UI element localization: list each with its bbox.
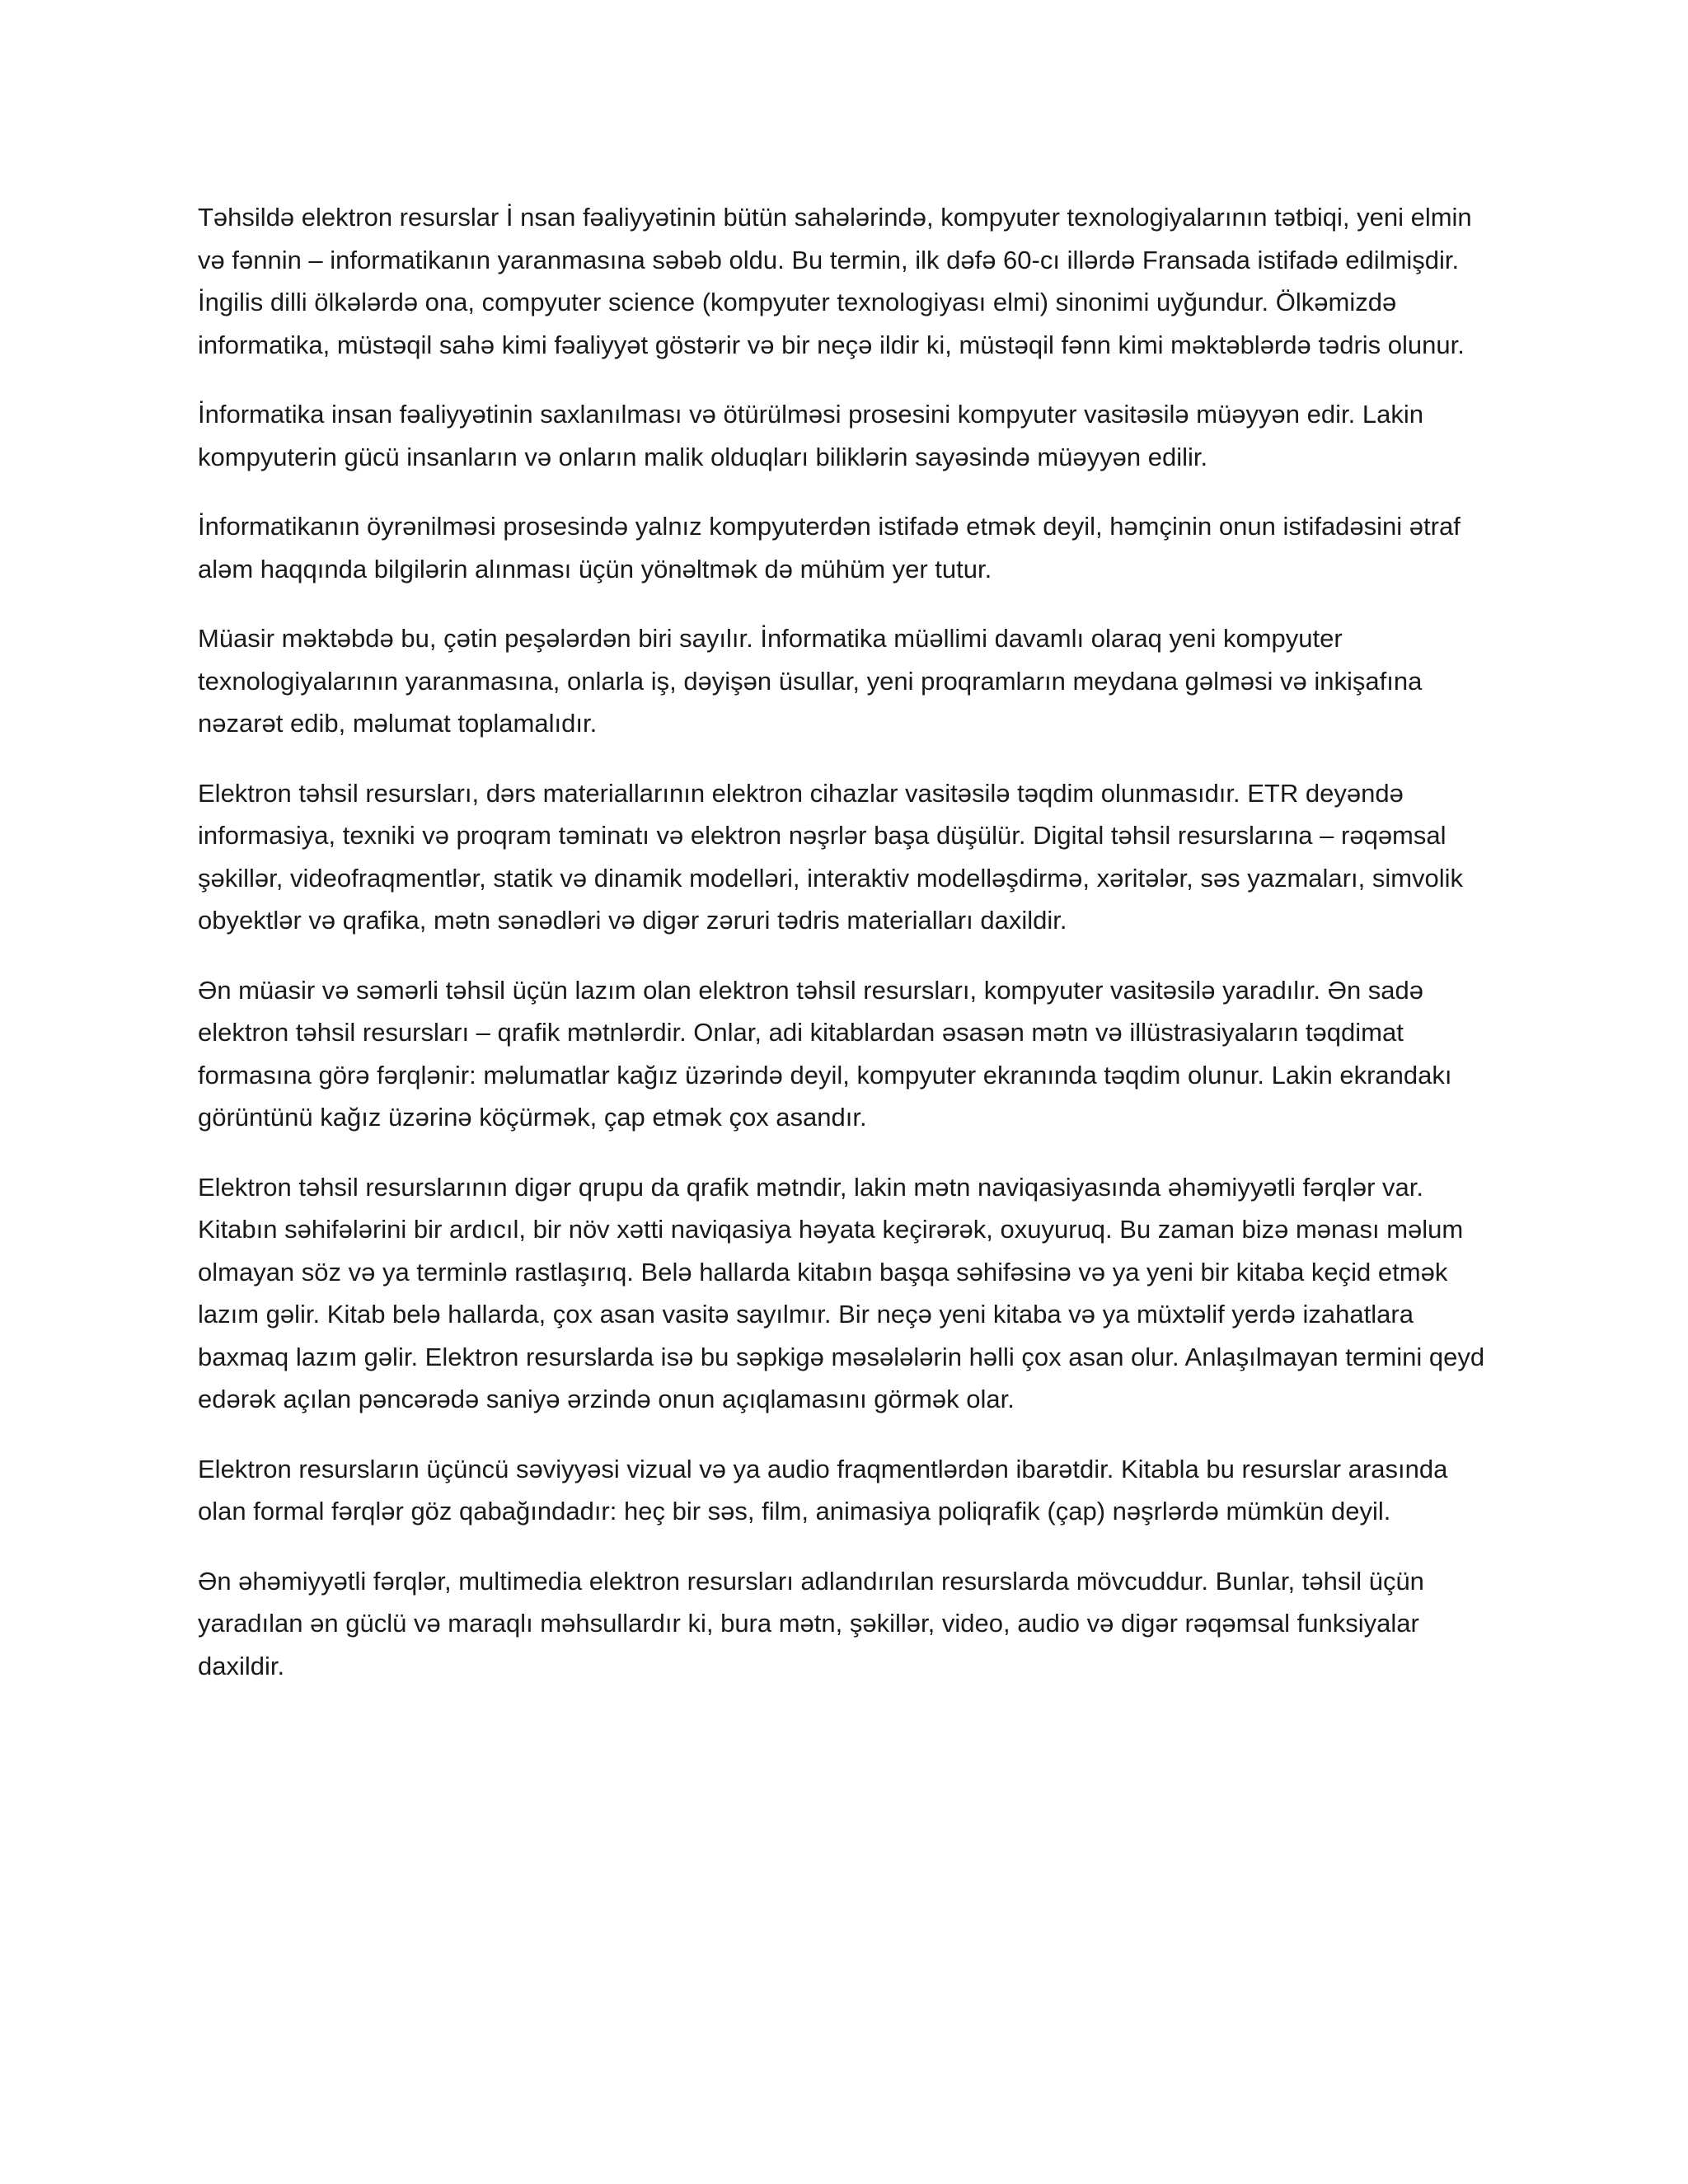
paragraph-2: İnformatika insan fəaliyyətinin saxlanılması və ötürülməsi prosesini kompyuter vasitəsilə müəyyən edir. Lakin kompyuterin gücü insanların və onların malik olduqları biliklərin sayəsində müəyyən edilir. [198,400,1423,471]
paragraph-8: Elektron resursların üçüncü səviyyəsi vizual və ya audio fraqmentlərdən ibarətdir. Kitabla bu resurslar arasında olan formal fərqlər göz qabağındadır: heç bir səs, film, animasiya poliqrafik (çap) nəşrlərdə mümkün deyil. [198,1454,1448,1526]
paragraph-1: Təhsildə elektron resurslar İ nsan fəaliyyətinin bütün sahələrində, kompyuter texnologiyalarının tətbiqi, yeni elmin və fənnin – informatikanın yaranmasına səbəb oldu. Bu termin, ilk dəfə 60-cı illərdə Fransada istifadə edilmişdir. İngilis dilli ölkələrdə ona, compyuter science (kompyuter texnologiyası elmi) sinonimi uyğundur. Ölkəmizdə informatika, müstəqil sahə kimi fəaliyyət göstərir və bir neçə ildir ki, müstəqil fənn kimi məktəblərdə tədris olunur. [198,203,1472,359]
paragraph-7: Elektron təhsil resurslarının digər qrupu da qrafik mətndir, lakin mətn naviqasiyasında əhəmiyyətli fərqlər var. Kitabın səhifələrini bir ardıcıl, bir növ xətti naviqasiya həyata keçirərək, oxuyuruq. Bu zaman bizə mənası məlum olmayan söz və ya terminlə rastlaşırıq. Belə hallarda kitabın başqa səhifəsinə və ya yeni bir kitaba keçid etmək lazım gəlir. Kitab belə hallarda, çox asan vasitə sayılmır. Bir neçə yeni kitaba və ya müxtəlif yerdə izahatlara baxmaq lazım gəlir. Elektron resurslarda isə bu səpkigə məsələlərin həlli çox asan olur. Anlaşılmayan termini qeyd edərək açılan pəncərədə saniyə ərzində onun açıqlamasını görmək olar. [198,1172,1485,1413]
paragraph-3: İnformatikanın öyrənilməsi prosesində yalnız kompyuterdən istifadə etmək deyil, həmçinin onun istifadəsini ətraf aləm haqqında bilgilərin alınması üçün yönəltmək də mühüm yer tutur. [198,512,1461,583]
paragraph-5: Elektron təhsil resursları, dərs materiallarının elektron cihazlar vasitəsilə təqdim olunmasıdır. ETR deyəndə informasiya, texniki və proqram təminatı və elektron nəşrlər başa düşülür. Digital təhsil resurslarına – rəqəmsal şəkillər, videofraqmentlər, statik və dinamik modelləri, interaktiv modelləşdirmə, xəritələr, səs yazmaları, simvolik obyektlər və qrafika, mətn sənədləri və digər zəruri tədris materialları daxildir. [198,778,1464,935]
paragraph-6: Ən müasir və səmərli təhsil üçün lazım olan elektron təhsil resursları, kompyuter vasitəsilə yaradılır. Ən sadə elektron təhsil resursları – qrafik mətnlərdir. Onlar, adi kitablardan əsasən mətn və illüstrasiyaların təqdimat formasına görə fərqlənir: məlumatlar kağız üzərində deyil, kompyuter ekranında təqdim olunur. Lakin ekrandakı görüntünü kağız üzərinə köçürmək, çap etmək çox asandır. [198,975,1452,1132]
document-body [198,196,1500,1687]
paragraph-9: Ən əhəmiyyətli fərqlər, multimedia elektron resursları adlandırılan resurslarda mövcuddur. Bunlar, təhsil üçün yaradılan ən güclü və maraqlı məhsullardır ki, bura mətn, şəkillər, video, audio və digər rəqəmsal funksiyalar daxildir. [198,1566,1424,1680]
paragraph-4: Müasir məktəbdə bu, çətin peşələrdən biri sayılır. İnformatika müəllimi davamlı olaraq yeni kompyuter texnologiyalarının yaranmasına, onlarla iş, dəyişən üsullar, yeni proqramların meydana gəlməsi və inkişafına nəzarət edib, məlumat toplamalıdır. [198,624,1423,738]
